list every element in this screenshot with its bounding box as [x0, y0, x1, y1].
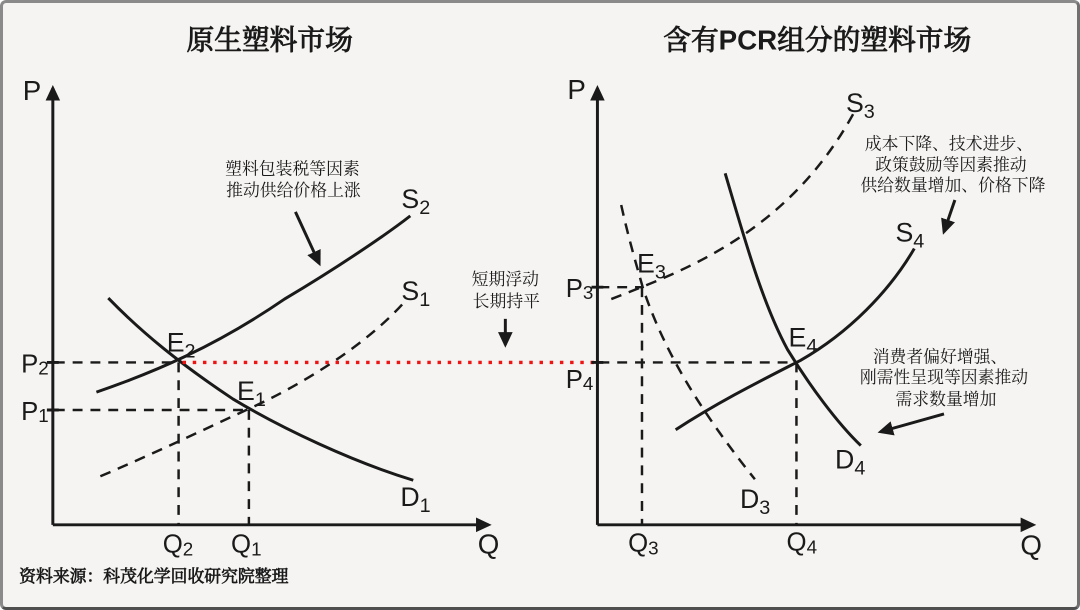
q2-tick-label: Q2 — [162, 530, 194, 560]
d4-curve-label: $D_4$ — [835, 444, 866, 480]
e2-point-label: $E_2$ — [166, 327, 196, 363]
supply-demand-diagram — [3, 3, 1077, 607]
right-y-axis-label: P — [567, 74, 586, 106]
supply-note-arrow — [944, 200, 955, 232]
supply-note-line1: 成本下降、技术进步、 — [864, 134, 1034, 154]
supply-note-line3: 供给数量增加、价格下降 — [860, 176, 1046, 196]
demand-note-line2: 刚需性呈现等因素推动 — [859, 368, 1029, 388]
demand-note-line1: 消费者偏好增强、 — [872, 347, 1008, 367]
p4-tick-label: P4 — [565, 366, 594, 395]
d3-curve-label: $D_3$ — [740, 483, 771, 519]
connector-note-line1: 短期浮动 — [471, 270, 540, 290]
d1-curve-label: $D_1$ — [400, 482, 431, 517]
q3-tick-label: Q3 — [628, 529, 659, 559]
s2-supply-curve — [96, 216, 410, 392]
s1-curve-label: $S_1$ — [401, 276, 431, 311]
p1-tick-label: P1 — [21, 397, 49, 426]
tax-note-arrow — [295, 212, 319, 263]
p3-tick-label: P3 — [565, 275, 594, 304]
demand-note-arrow — [881, 414, 944, 432]
left-chart — [21, 25, 499, 560]
s2-curve-label: $S_2$ — [401, 183, 431, 219]
left-x-axis-label: Q — [477, 528, 500, 560]
s4-curve-label: $S_4$ — [895, 217, 925, 253]
tax-note-line2: 推动供给价格上涨 — [226, 181, 361, 201]
tax-note-line1: 塑料包装税等因素 — [225, 159, 360, 179]
e1-point-label: $E_1$ — [237, 376, 266, 411]
e4-point-label: $E_4$ — [788, 322, 818, 358]
right-chart-title: 含有PCR组分的塑料市场 — [663, 24, 972, 56]
q4-tick-label: Q4 — [786, 528, 818, 558]
d4-demand-curve — [725, 173, 861, 445]
right-x-axis-label: Q — [1020, 529, 1042, 561]
left-y-axis-label: P — [22, 75, 42, 107]
p2-tick-label: P2 — [21, 350, 49, 379]
demand-note-line3: 需求数量增加 — [895, 390, 997, 410]
left-chart-title: 原生塑料市场 — [186, 24, 353, 56]
connector-note-line2: 长期持平 — [472, 291, 540, 311]
s3-curve-label: $S_3$ — [845, 87, 875, 123]
q1-tick-label: Q1 — [231, 530, 262, 560]
source-note: 资料来源：科茂化学回收研究院整理 — [19, 567, 289, 587]
supply-note-line2: 政策鼓励等因素推动 — [875, 155, 1027, 175]
e3-point-label: $E_3$ — [637, 248, 666, 284]
right-chart — [566, 25, 1046, 561]
price-connector — [183, 270, 595, 362]
